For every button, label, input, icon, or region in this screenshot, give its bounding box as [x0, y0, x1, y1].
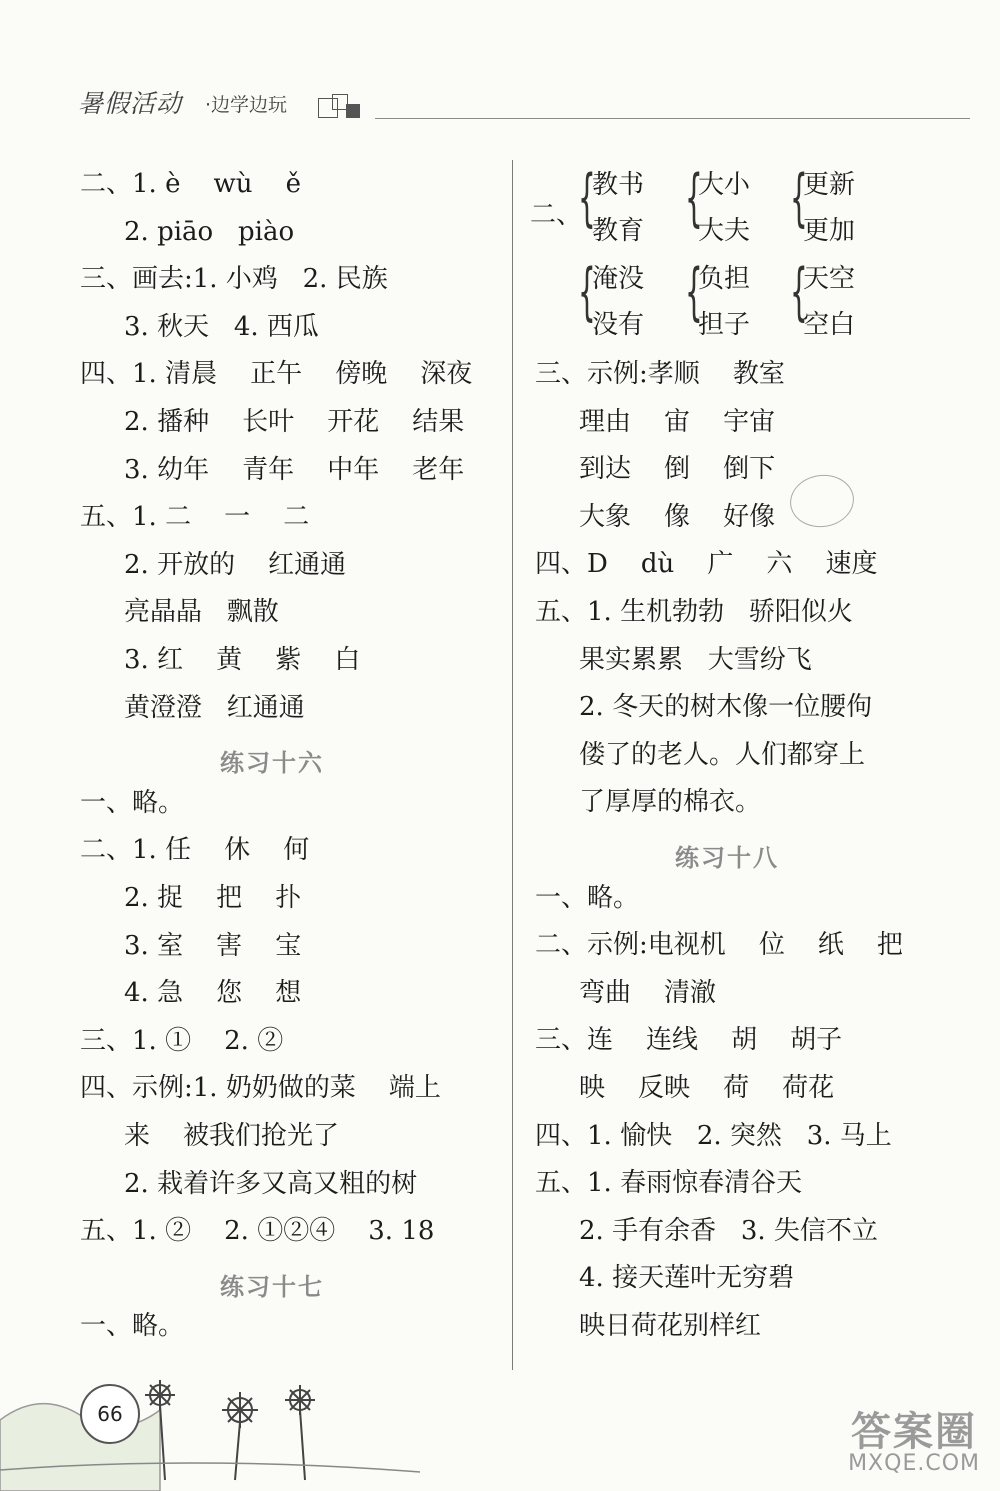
watermark [848, 1400, 980, 1476]
column-divider [512, 160, 513, 1370]
group-word: 担子 [698, 310, 751, 340]
watermark-url: MXQE.COM [848, 1451, 980, 1476]
answer-line: 2. 手有余香 3. 失信不立 [579, 1215, 878, 1246]
stamp-icon [787, 471, 858, 531]
group-word: 教书 [592, 170, 645, 200]
header-rule [375, 118, 970, 119]
answer-line: 大象 像 好像 [579, 501, 776, 532]
section-heading: 练习十八 [675, 844, 779, 872]
answer-line: 五、1. 春雨惊春清谷天 [535, 1168, 803, 1199]
answer-line: 一、略。 [80, 787, 185, 818]
brace-icon: { [685, 161, 703, 234]
page-number: 66 [80, 1384, 140, 1444]
group-word: 大夫 [698, 216, 751, 246]
answer-line: 2. 栽着许多又高又粗的树 [124, 1168, 418, 1199]
answer-line: 四、1. 清晨 正午 傍晚 深夜 [80, 359, 473, 390]
answer-line: 到达 倒 倒下 [579, 454, 776, 485]
answer-line: 四、1. 愉快 2. 突然 3. 马上 [535, 1120, 892, 1151]
answer-line: 三、示例:孝顺 教室 [535, 359, 785, 389]
answer-line: 弯曲 清澈 [579, 977, 717, 1008]
answer-line: 三、画去:1. 小鸡 2. 民族 [80, 264, 388, 295]
answer-line: 二、示例:电视机 位 纸 把 [535, 930, 903, 961]
answer-line: 四、示例:1. 奶奶做的菜 端上 [80, 1073, 441, 1104]
answer-line: 3. 红 黄 紫 白 [124, 645, 361, 675]
answer-line: 映日荷花别样红 [579, 1311, 762, 1341]
group-word: 淹没 [592, 264, 645, 294]
section-heading: 练习十七 [220, 1272, 324, 1301]
answer-line: 理由 宙 宇宙 [579, 406, 776, 437]
brace-icon: { [790, 255, 808, 328]
group-word: 大小 [698, 170, 751, 200]
answer-line: 3. 幼年 青年 中年 老年 [124, 454, 465, 485]
answer-line: 五、1. 生机勃勃 骄阳似火 [535, 597, 853, 627]
group-word: 更加 [803, 216, 856, 246]
section-heading: 练习十六 [220, 749, 324, 778]
group-word: 天空 [803, 264, 856, 294]
group-word: 更新 [803, 170, 856, 200]
answer-line: 2. 播种 长叶 开花 结果 [124, 407, 465, 437]
answer-line: 2. 捉 把 扑 [124, 883, 302, 913]
flower-decoration-icon [0, 1360, 420, 1491]
answer-line: 一、略。 [80, 1311, 185, 1342]
page-header [70, 78, 970, 128]
answer-line: 四、D dù 广 六 速度 [535, 549, 878, 580]
group-word: 空白 [803, 310, 856, 340]
answer-line: 了厚厚的棉衣。 [579, 787, 762, 818]
answer-line: 五、1. 二 一 二 [80, 502, 310, 533]
answer-line: 偻了的老人。人们都穿上 [579, 739, 866, 770]
answer-line: 3. 秋天 4. 西瓜 [124, 311, 319, 342]
answer-line: 4. 接天莲叶无穷碧 [579, 1263, 795, 1294]
header-title: 暑假活动 [78, 89, 183, 118]
answer-line: 4. 急 您 想 [124, 978, 302, 1009]
answer-line: 2. 开放的 红通通 [124, 549, 347, 580]
answer-line: 二、1. 任 休 何 [80, 835, 310, 866]
header-subtitle: ·边学边玩 [205, 94, 288, 116]
answer-line: 果实累累 大雪纷飞 [579, 644, 812, 675]
answer-line: 黄澄澄 红通通 [124, 692, 305, 723]
page-footer [0, 1360, 1000, 1491]
answer-line: 亮晶晶 飘散 [124, 597, 279, 628]
brace-icon: { [685, 255, 703, 328]
brace-icon: { [790, 161, 808, 234]
group-word: 教育 [592, 216, 645, 246]
answer-line: 三、连 连线 胡 胡子 [535, 1025, 843, 1056]
answer-line: 2. 冬天的树木像一位腰佝 [579, 692, 873, 723]
group-word: 负担 [698, 264, 751, 294]
brace-icon: { [578, 255, 596, 328]
group-word: 没有 [592, 310, 645, 340]
answer-line: 3. 室 害 宝 [124, 930, 302, 961]
answer-line: 2. piāo piào [124, 216, 295, 247]
header-squares-icon [318, 94, 366, 120]
brace-icon: { [578, 161, 596, 234]
answer-line: 五、1. ② 2. ①②④ 3. 18 [80, 1216, 435, 1247]
watermark-text: 答案圈 [851, 1409, 978, 1455]
answer-line: 一、略。 [535, 882, 640, 913]
answer-line: 映 反映 荷 荷花 [579, 1073, 835, 1103]
answer-line: 二、1. è wù ě [80, 169, 301, 199]
answer-line: 三、1. ① 2. ② [80, 1025, 284, 1056]
groups-label: 二、 [530, 200, 583, 230]
answer-line: 来 被我们抢光了 [124, 1121, 340, 1151]
